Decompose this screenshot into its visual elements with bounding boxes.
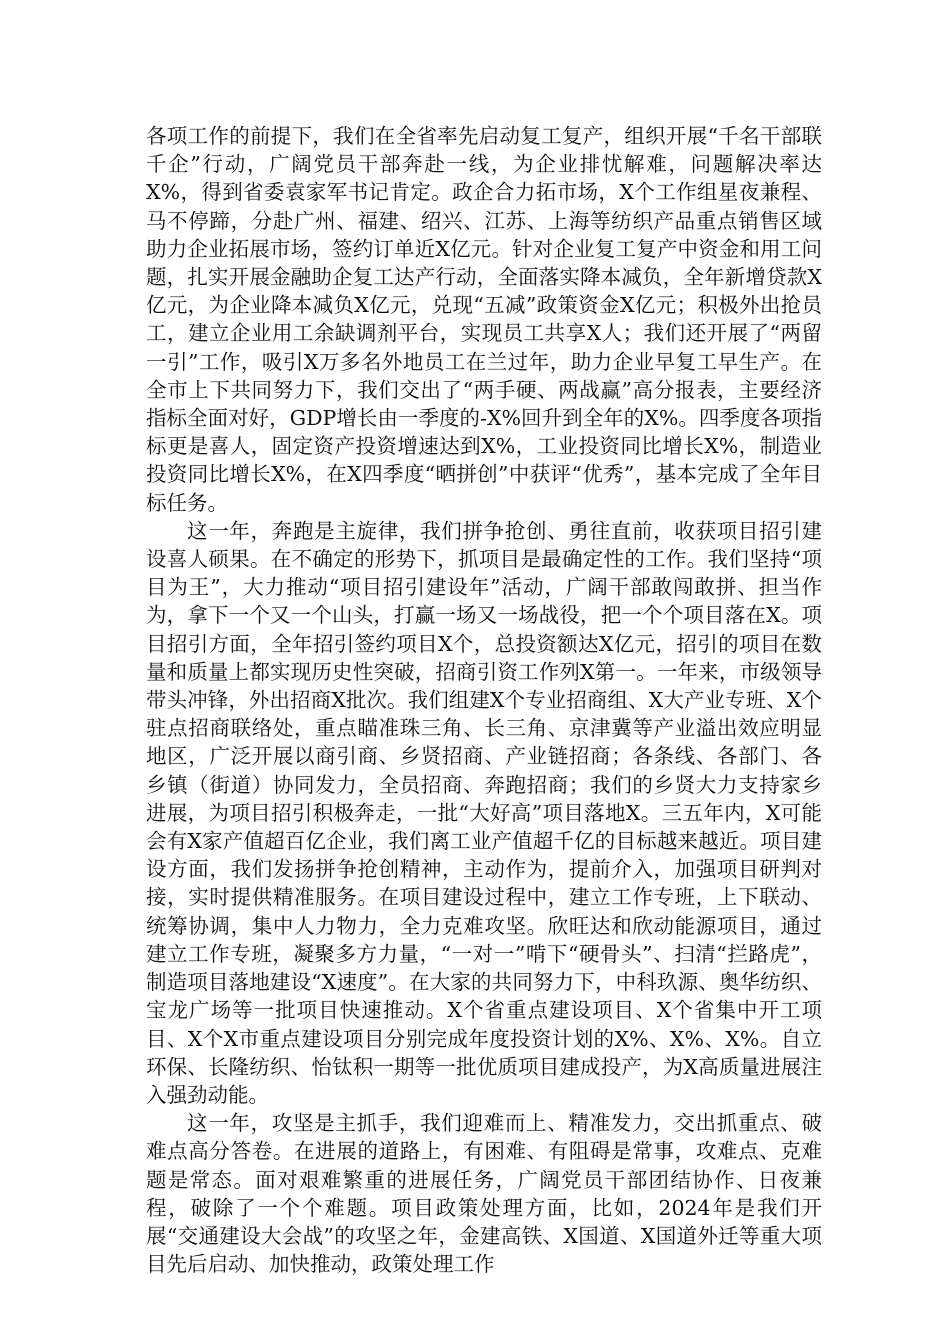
- paragraph-2: 这一年，奔跑是主旋律，我们拼争抢创、勇往直前，收获项目招引建设喜人硕果。在不确定的形势下，抓项目是最确定性的工作。我们坚持“项目为王”，大力推动“项目招引建设年”活动，广阔干部敢闯敢拼、担当作为，拿下一个又一个山头，打赢一场又一场战役，把一个个项目落在X。项目招引方面，全年招引签约项目X个，总投资额达X亿元，招引的项目在数量和质量上都实现历史性突破，招商引资工作列X第一。一年来，市级领导带头冲锋，外出招商X批次。我们组建X个专业招商组、X大产业专班、X个驻点招商联络处，重点瞄准珠三角、长三角、京津冀等产业溢出效应明显地区，广泛开展以商引商、乡贤招商、产业链招商；各条线、各部门、各乡镇（街道）协同发力，全员招商、奔跑招商；我们的乡贤大力支持家乡进展，为项目招引积极奔走，一批“大好高”项目落地X。三五年内，X可能会有X家产值超百亿企业，我们离工业产值超千亿的目标越来越近。项目建设方面，我们发扬拼争抢创精神，主动作为，提前介入，加强项目研判对接，实时提供精准服务。在项目建设过程中，建立工作专班，上下联动、统筹协调，集中人力物力，全力克难攻坚。欣旺达和欣动能源项目，通过建立工作专班，凝聚多方力量，“一对一”啃下“硬骨头”、扫清“拦路虎”，制造项目落地建设“X速度”。在大家的共同努力下，中科玖源、奥华纺织、宝龙广场等一批项目快速推动。X个省重点建设项目、X个省集中开工项目、X个X市重点建设项目分别完成年度投资计划的X%、X%、X%。自立环保、长隆纺织、怡钛积一期等一批优质项目建成投产，为X高质量进展注入强劲动能。: [146, 518, 822, 1107]
- document-body: [146, 122, 822, 1278]
- paragraph-1: 各项工作的前提下，我们在全省率先启动复工复产，组织开展“千名干部联千企”行动，广阔党员干部奔赴一线，为企业排忧解难，问题解决率达X%，得到省委袁家军书记肯定。政企合力拓市场，X个工作组星夜兼程、马不停蹄，分赴广州、福建、绍兴、江苏、上海等纺织产品重点销售区域助力企业拓展市场，签约订单近X亿元。针对企业复工复产中资金和用工问题，扎实开展金融助企复工达产行动，全面落实降本减负，全年新增贷款X亿元，为企业降本减负X亿元，兑现“五减”政策资金X亿元；积极外出抢员工，建立企业用工余缺调剂平台，实现员工共享X人；我们还开展了“两留一引”工作，吸引X万多名外地员工在兰过年，助力企业早复工早生产。在全市上下共同努力下，我们交出了“两手硬、两战赢”高分报表，主要经济指标全面对好，GDP增长由一季度的-X%回升到全年的X%。四季度各项指标更是喜人，固定资产投资增速达到X%，工业投资同比增长X%，制造业投资同比增长X%，在X四季度“晒拼创”中获评“优秀”，基本完成了全年目标任务。: [146, 124, 822, 515]
- paragraph-3: 这一年，攻坚是主抓手，我们迎难而上、精准发力，交出抓重点、破难点高分答卷。在进展的道路上，有困难、有阻碍是常事，攻难点、克难题是常态。面对艰难繁重的进展任务，广阔党员干部团结协作、日夜兼程，破除了一个个难题。项目政策处理方面，比如，2024年是我们开展“交通建设大会战”的攻坚之年，金建高铁、X国道、X国道外迁等重大项目先后启动、加快推动，政策处理工作: [146, 1111, 822, 1277]
